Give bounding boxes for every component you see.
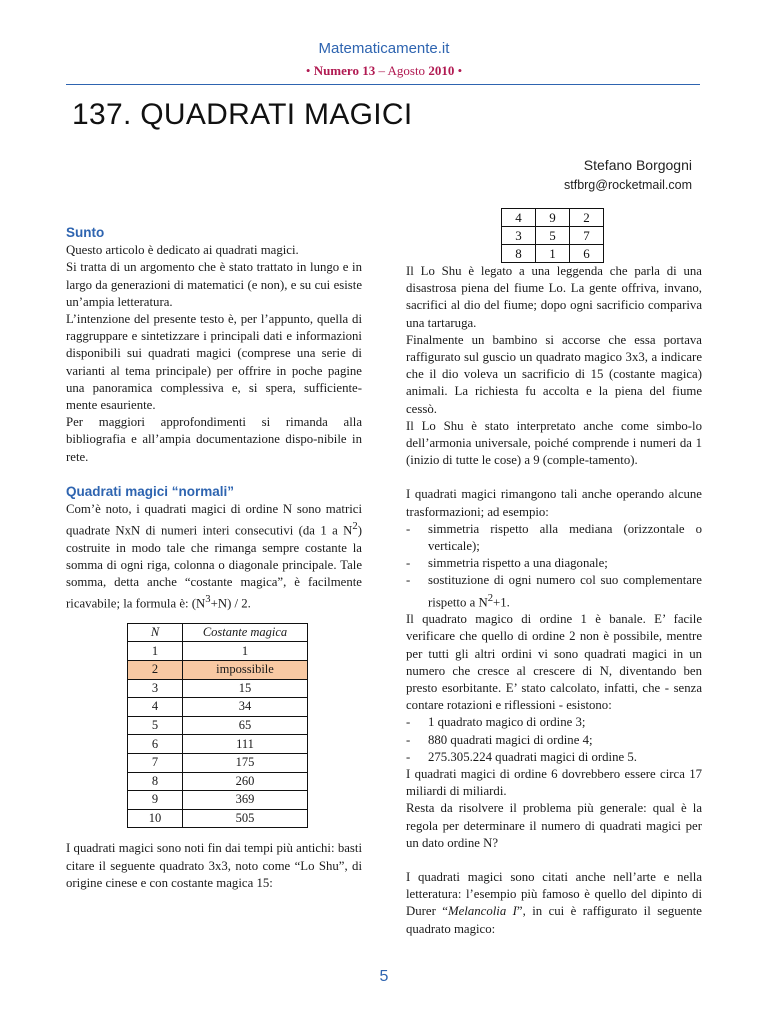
column-header-n: N xyxy=(128,623,183,642)
lo-shu-row xyxy=(502,227,604,245)
page-number: 5 xyxy=(379,968,389,985)
sunto-paragraph: Questo articolo è dedicato ai quadrati magici. xyxy=(66,243,299,258)
list-item: - 275.305.224 quadrati magici di ordine 5. xyxy=(406,749,702,766)
table-cell: 8 xyxy=(128,772,183,791)
table-cell: 9 xyxy=(128,791,183,810)
lo-shu-cell: 5 xyxy=(536,227,570,245)
table-cell: 1 xyxy=(183,642,308,661)
text-run: ) costruite in modo tale che rimanga sempre costante la somma di ogni riga, colonna o diagonale principale. Tale somma, detta anche “costante magica”, è facilmente ricavabile; la formula è: (N xyxy=(66,523,362,611)
text-run: +N) / 2. xyxy=(210,596,251,611)
table-header-row xyxy=(128,623,308,642)
table-row-highlighted xyxy=(128,660,308,679)
table-cell: 5 xyxy=(128,716,183,735)
table-cell: 34 xyxy=(183,698,308,717)
lo-shu-cell: 4 xyxy=(502,209,536,227)
issue-number: Numero 13 xyxy=(313,63,376,78)
normali-heading: Quadrati magici “normali” xyxy=(66,483,235,499)
table-cell: impossibile xyxy=(183,660,308,679)
lo-shu-cell: 3 xyxy=(502,227,536,245)
legend-paragraph: Finalmente un bambino si accorse che essa portava raffigurato sul guscio un quadrato magico 3x3, a indicare che il dio voleva un sacrificio di 15 (costante magica) animali. La richiesta fu accolta e la piena del fiume cessò. xyxy=(406,332,702,416)
table-row xyxy=(128,642,308,661)
author-name: Stefano Borgogni xyxy=(583,157,692,173)
legend-paragraph: Il Lo Shu è legato a una leggenda che parla di una disastrosa piena del fiume Lo. La gente offriva, invano, sacrifici al dio del fiume; dopo ogni sacrificio compariva una tartaruga. xyxy=(406,264,702,330)
sunto-paragraph: L’intenzione del presente testo è, per l’appunto, quella di raggruppare e sintetizzare i principali dati e informazioni disponibili sui quadrati magici (comprese una serie di varianti al tema principale) per offrire in poche pagine una panoramica complessiva e, si spera, sufficiente-mente esauriente. xyxy=(66,312,362,413)
lo-shu-row xyxy=(502,245,604,263)
open-problem-paragraph: Resta da risolvere il problema più generale: qual è la regola per determinare il numero di quadrati magici per un dato ordine N? xyxy=(406,801,702,850)
issue-line xyxy=(0,63,768,79)
table-row xyxy=(128,753,308,772)
list-item: - simmetria rispetto a una diagonale; xyxy=(406,555,702,572)
table-cell: 175 xyxy=(183,753,308,772)
left-column xyxy=(66,224,362,892)
article-title: 137. QUADRATI MAGICI xyxy=(72,98,413,131)
table-cell: 369 xyxy=(183,791,308,810)
legend-paragraph: Il Lo Shu è stato interpretato anche come simbo-lo dell’armonia universale, poiché comprende i numeri da 1 (inizio di tutte le cose) a 9 (comple-tamento). xyxy=(406,418,702,468)
order-six-paragraph: I quadrati magici di ordine 6 dovrebbero essere circa 17 miliardi di miliardi. xyxy=(406,766,702,799)
lo-shu-intro-paragraph: I quadrati magici sono noti fin dai tempi più antichi: basti citare il seguente quadrato 3x3, noto come “Lo Shu”, di origine cinese e con costante magica 15: xyxy=(66,841,362,890)
table-row xyxy=(128,698,308,717)
lo-shu-square xyxy=(501,208,604,263)
lo-shu-cell: 1 xyxy=(536,245,570,263)
lo-shu-row xyxy=(502,209,604,227)
superscript: 2 xyxy=(352,521,358,533)
sunto-heading: Sunto xyxy=(66,225,105,240)
lo-shu-cell: 9 xyxy=(536,209,570,227)
table-row xyxy=(128,679,308,698)
table-cell: 3 xyxy=(128,679,183,698)
list-item: - 1 quadrato magico di ordine 3; xyxy=(406,714,702,731)
header-rule xyxy=(66,84,700,85)
issue-separator: – xyxy=(378,63,385,78)
painting-title: Melancolia I xyxy=(447,904,517,919)
list-item: - simmetria rispetto alla mediana (orizzontale o verticale); xyxy=(406,521,702,555)
lo-shu-cell: 7 xyxy=(570,227,604,245)
table-row xyxy=(128,735,308,754)
table-cell: 6 xyxy=(128,735,183,754)
superscript: 2 xyxy=(487,592,494,604)
table-cell: 10 xyxy=(128,809,183,828)
table-cell: 15 xyxy=(183,679,308,698)
table-row xyxy=(128,809,308,828)
lo-shu-cell: 8 xyxy=(502,245,536,263)
issue-bullet-right: • xyxy=(457,63,463,78)
text-run: ”, in cui è raffigurato il seguente quadrato magico: xyxy=(406,904,702,936)
column-header-constant: Costante magica xyxy=(183,623,308,642)
site-name: Matematicamente.it xyxy=(318,40,450,57)
lo-shu-cell: 2 xyxy=(570,209,604,227)
sunto-paragraph: Per maggiori approfondimenti si rimanda alla bibliografia e all’ampia documentazione dispo-nibile in rete. xyxy=(66,415,362,464)
issue-bullet-left: • xyxy=(305,63,311,78)
table-cell: 260 xyxy=(183,772,308,791)
table-row xyxy=(128,716,308,735)
list-item xyxy=(406,572,702,611)
text-run: +1. xyxy=(493,594,510,609)
durer-paragraph xyxy=(406,869,702,938)
author-email: stfbrg@rocketmail.com xyxy=(564,178,692,192)
right-column xyxy=(406,263,702,938)
table-row xyxy=(128,791,308,810)
text-run: sostituzione di ogni numero col suo complementare rispetto a N xyxy=(428,573,702,609)
table-cell: 1 xyxy=(128,642,183,661)
table-cell: 111 xyxy=(183,735,308,754)
normali-paragraph xyxy=(66,501,362,613)
issue-year: 2010 xyxy=(428,63,455,78)
text-run: Com’è noto, i quadrati magici di ordine N sono matrici quadrate NxN di numeri interi consecutivi (da 1 a N xyxy=(66,502,362,538)
transformations-intro: I quadrati magici rimangono tali anche operando alcune trasformazioni; ad esempio: xyxy=(406,487,702,519)
superscript: 3 xyxy=(205,594,211,606)
sunto-paragraph: Si tratta di un argomento che è stato trattato in lungo e in largo da generazioni di matematici (e non), e su cui esiste un’ampia letteratura. xyxy=(66,260,362,309)
count-paragraph: Il quadrato magico di ordine 1 è banale. E’ facile verificare che quello di ordine 2 non è possibile, mentre per tutti gli altri ordini vi sono quadrati magici in un numero che cresce al crescere di N, diventando ben presto esorbitante. E’ stato calcolato, infatti, che - senza contare rotazioni e riflessioni - esistono: xyxy=(406,612,702,713)
text-run: I quadrati magici sono citati anche nell’arte e nella letteratura: l’esempio più famoso è quello del dipinto di Durer “ xyxy=(406,869,702,919)
magic-constant-table xyxy=(127,623,308,829)
lo-shu-cell: 6 xyxy=(570,245,604,263)
table-cell: 2 xyxy=(128,660,183,679)
list-item: - 880 quadrati magici di ordine 4; xyxy=(406,732,702,749)
table-cell: 4 xyxy=(128,698,183,717)
table-cell: 65 xyxy=(183,716,308,735)
table-row xyxy=(128,772,308,791)
table-cell: 505 xyxy=(183,809,308,828)
issue-month: Agosto xyxy=(387,63,426,78)
table-cell: 7 xyxy=(128,753,183,772)
